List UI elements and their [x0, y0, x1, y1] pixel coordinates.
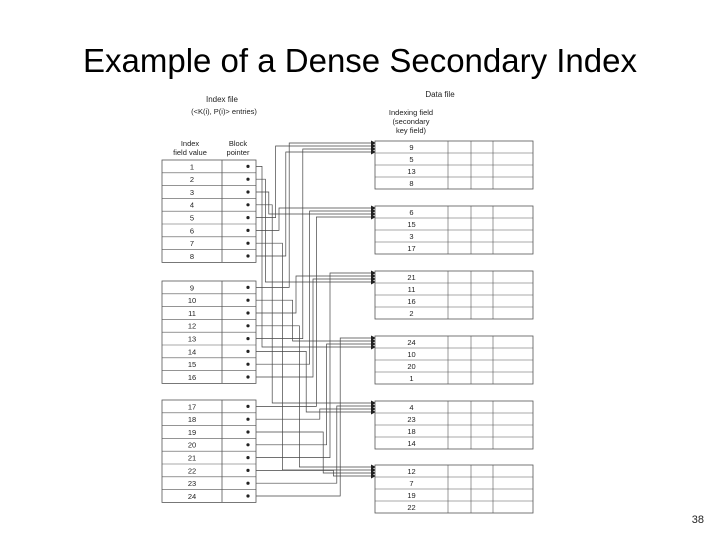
- index-field-value: 16: [187, 372, 197, 382]
- block-pointer-dot: [246, 350, 249, 353]
- index-field-value: 7: [189, 239, 195, 249]
- data-indexing-field-value: 17: [407, 244, 416, 253]
- index-field-value: 21: [187, 453, 197, 463]
- index-field-header: Index: [180, 139, 200, 148]
- data-indexing-field-value: 1: [409, 374, 414, 383]
- data-indexing-field-value: 13: [407, 167, 416, 176]
- block-pointer-dot: [246, 229, 249, 232]
- data-indexing-field-value: 11: [407, 285, 416, 294]
- data-indexing-field-value: 12: [407, 467, 416, 476]
- index-field-value: 11: [188, 308, 196, 318]
- block-pointer-dot: [246, 337, 249, 340]
- indexing-field-header: Indexing field: [388, 108, 434, 117]
- block-pointer-dot: [246, 311, 249, 314]
- block-pointer-dot: [246, 216, 249, 219]
- data-indexing-field-value: 21: [407, 273, 416, 282]
- data-indexing-field-value: 20: [407, 362, 416, 371]
- block-pointer-dot: [246, 324, 249, 327]
- index-field-value: 8: [189, 251, 195, 261]
- block-pointer-header: pointer: [226, 148, 250, 157]
- block-pointer-dot: [246, 482, 249, 485]
- index-field-value: 10: [187, 296, 197, 306]
- data-indexing-field-value: 15: [407, 220, 416, 229]
- index-field-value: 20: [187, 440, 197, 450]
- pointer-line: [248, 146, 371, 218]
- index-field-value: 23: [187, 479, 197, 489]
- data-indexing-field-value: 8: [409, 179, 414, 188]
- data-indexing-field-value: 19: [407, 491, 416, 500]
- index-field-value: 13: [187, 334, 197, 344]
- index-file-sublabel: (<K(i), P(i)> entries): [191, 107, 257, 116]
- indexing-field-header: key field): [395, 126, 427, 135]
- index-field-value: 3: [189, 187, 195, 197]
- block-pointer-dot: [246, 405, 249, 408]
- block-pointer-dot: [246, 430, 249, 433]
- index-field-value: 1: [189, 162, 195, 172]
- block-pointer-dot: [246, 165, 249, 168]
- index-file-label: Index file: [205, 95, 239, 104]
- index-field-value: 12: [187, 321, 197, 331]
- data-indexing-field-value: 2: [409, 309, 414, 318]
- index-field-header: field value: [173, 148, 207, 157]
- data-indexing-field-value: 5: [409, 155, 414, 164]
- data-indexing-field-value: 18: [407, 427, 416, 436]
- slide-title: Example of a Dense Secondary Index: [83, 42, 637, 79]
- data-indexing-field-value: 14: [407, 439, 416, 448]
- data-indexing-field-value: 7: [409, 479, 414, 488]
- block-pointer-dot: [246, 418, 249, 421]
- data-indexing-field-value: 3: [409, 232, 414, 241]
- index-field-value: 14: [187, 347, 197, 357]
- page-number: 38: [691, 514, 704, 526]
- data-file: [375, 141, 533, 513]
- block-pointer-dot: [246, 190, 249, 193]
- index-field-value: 19: [187, 427, 197, 437]
- index-field-value: 17: [187, 402, 197, 412]
- block-pointer-header: Block: [228, 139, 248, 148]
- block-pointer-dot: [246, 443, 249, 446]
- index-field-value: 2: [189, 175, 195, 185]
- block-pointer-dot: [246, 299, 249, 302]
- data-indexing-field-value: 4: [409, 403, 414, 412]
- block-pointer-dot: [246, 494, 249, 497]
- block-pointer-dot: [246, 363, 249, 366]
- data-indexing-field-value: 6: [409, 208, 414, 217]
- pointer-line: [248, 409, 371, 419]
- block-pointer-dot: [246, 242, 249, 245]
- block-pointer-dot: [246, 203, 249, 206]
- index-field-value: 15: [187, 360, 197, 370]
- block-pointer-dot: [246, 456, 249, 459]
- block-pointer-dot: [246, 469, 249, 472]
- index-field-value: 9: [189, 283, 195, 293]
- index-field-value: 22: [187, 466, 197, 476]
- data-indexing-field-value: 10: [407, 350, 416, 359]
- block-pointer-dot: [246, 375, 249, 378]
- data-indexing-field-value: 22: [407, 503, 416, 512]
- data-indexing-field-value: 24: [407, 338, 416, 347]
- block-pointer-dot: [246, 178, 249, 181]
- index-field-value: 24: [187, 491, 197, 501]
- data-indexing-field-value: 9: [409, 143, 414, 152]
- pointer-lines: [248, 141, 376, 497]
- data-indexing-field-value: 23: [407, 415, 416, 424]
- indexing-field-header: (secondary: [392, 117, 430, 126]
- index-field-value: 18: [187, 415, 197, 425]
- data-file-label: Data file: [425, 90, 455, 99]
- index-file: [162, 160, 256, 502]
- index-field-value: 6: [189, 226, 195, 236]
- block-pointer-dot: [246, 254, 249, 257]
- index-field-value: 5: [189, 213, 195, 223]
- data-indexing-field-value: 16: [407, 297, 416, 306]
- block-pointer-dot: [246, 286, 249, 289]
- index-field-value: 4: [189, 200, 195, 210]
